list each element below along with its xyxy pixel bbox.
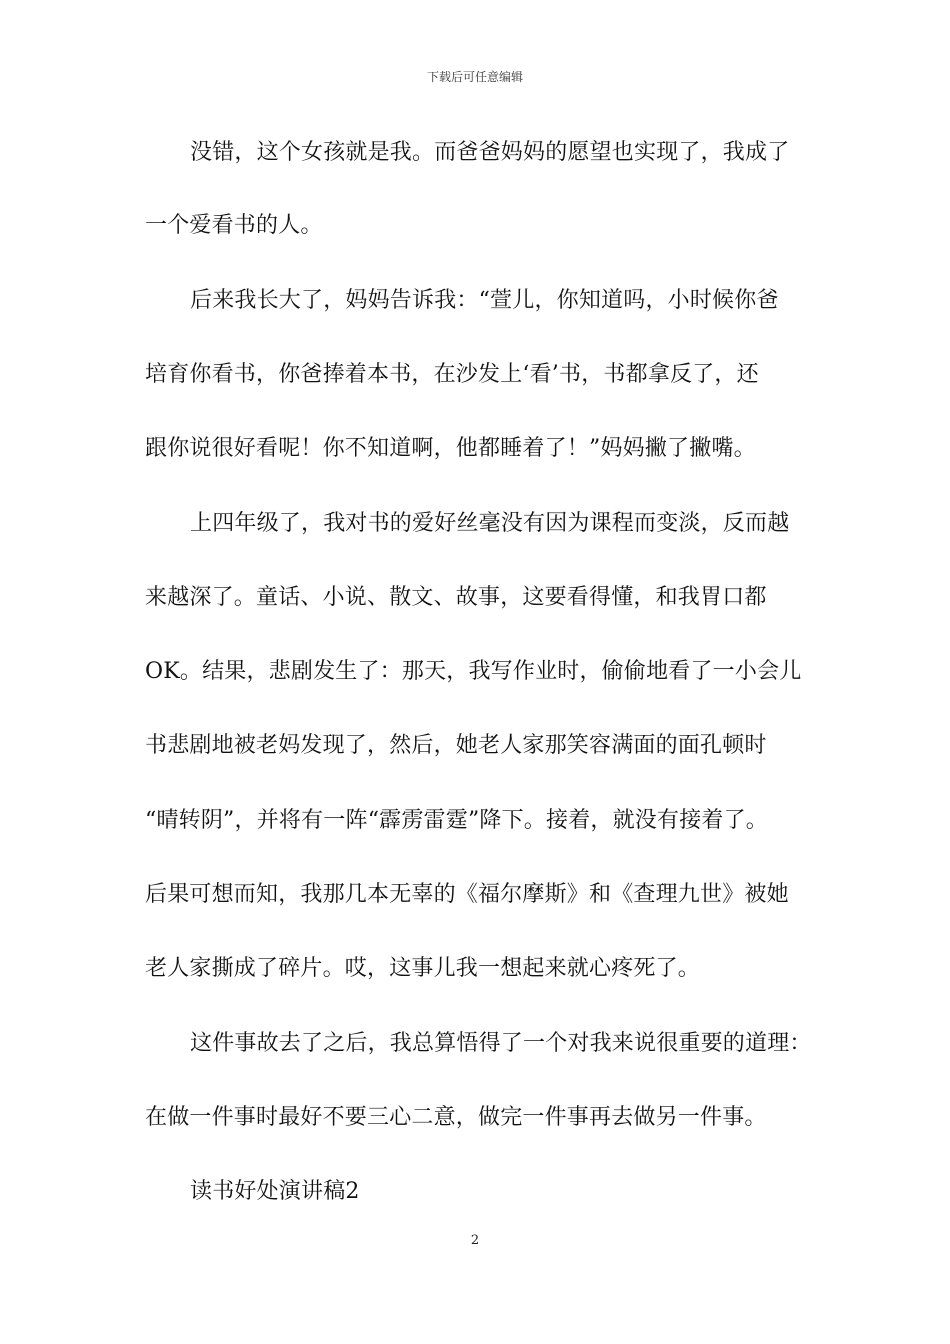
text-line: 上四年级了，我对书的爱好丝毫没有因为课程而变淡，反而越 <box>190 511 790 536</box>
text-line: 后果可想而知，我那几本无辜的《福尔摩斯》和《查理九世》被她 <box>145 882 789 907</box>
text-line: OK。结果，悲剧发生了：那天，我写作业时，偷偷地看了一小会儿 <box>145 659 802 684</box>
text-line: “晴转阴”，并将有一阵“霹雳雷霆”降下。接着，就没有接着了。 <box>145 808 768 833</box>
page-header: 下载后可任意编辑 <box>426 70 523 84</box>
text-line: 没错，这个女孩就是我。而爸爸妈妈的愿望也实现了，我成了 <box>190 140 790 165</box>
text-line: 老人家撕成了碎片。哎，这事儿我一想起来就心疼死了。 <box>145 956 701 981</box>
text-line: 在做一件事时最好不要三心二意，做完一件事再去做另一件事。 <box>145 1105 767 1130</box>
text-line: 后来我长大了，妈妈告诉我：“萱儿，你知道吗，小时候你爸 <box>190 288 779 313</box>
section-title: 读书好处演讲稿2 <box>190 1179 360 1204</box>
text-line: 一个爱看书的人。 <box>145 213 323 238</box>
text-line: 来越深了。童话、小说、散文、故事，这要看得懂，和我胃口都 <box>145 585 767 610</box>
text-line: 培育你看书，你爸捧着本书，在沙发上‘看’书，书都拿反了，还 <box>145 362 759 387</box>
text-line: 书悲剧地被老妈发现了，然后，她老人家那笑容满面的面孔顿时 <box>145 733 767 758</box>
text-line: 跟你说很好看呢！你不知道啊，他都睡着了！”妈妈撇了撇嘴。 <box>145 436 756 461</box>
text-line: 这件事故去了之后，我总算悟得了一个对我来说很重要的道理： <box>190 1031 812 1056</box>
page-number: 2 <box>470 1233 480 1248</box>
